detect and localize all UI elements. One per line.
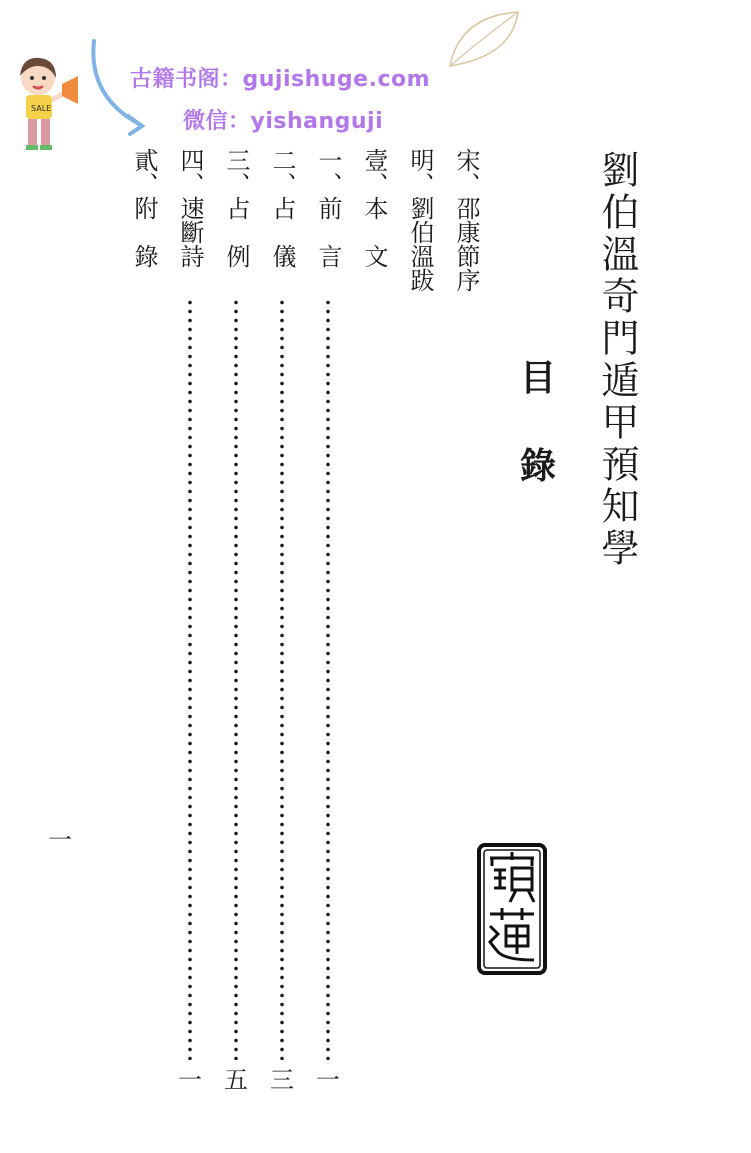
- contents-heading: [520, 357, 557, 487]
- toc-leader: [326, 298, 330, 1060]
- leaf-icon: [440, 6, 530, 76]
- seal-stamp: [476, 842, 548, 976]
- toc-leader: [188, 298, 192, 1060]
- page-folio: 一: [48, 826, 72, 854]
- heading-char-2: 錄: [520, 445, 557, 487]
- toc-entry: 一、前 言: [314, 148, 342, 268]
- book-title: 劉伯溫奇門遁甲預知學: [595, 150, 639, 570]
- toc-entry: 貳、附 錄: [130, 148, 158, 268]
- toc-entry: 二、占 儀: [268, 148, 296, 268]
- toc-leader: [280, 298, 284, 1060]
- toc-page-number: 一: [316, 1066, 340, 1094]
- mascot-shirt-text: SALE: [31, 104, 52, 113]
- toc-leader: [234, 298, 238, 1060]
- watermark-site: 古籍书阁：gujishuge.com: [130, 67, 431, 92]
- toc-page-number: 一: [178, 1066, 202, 1094]
- toc-entry: 壹、本 文: [360, 148, 388, 268]
- mascot-icon: [6, 48, 86, 158]
- toc-page-number: 三: [270, 1066, 294, 1094]
- toc-entry: 明、劉伯溫跋: [406, 148, 434, 292]
- toc-entry: 宋、邵康節序: [452, 148, 480, 292]
- heading-char-1: 目: [520, 357, 557, 399]
- toc-entry: 四、速斷詩: [176, 148, 204, 268]
- watermark-wechat: 微信：yishanguji: [183, 109, 384, 134]
- toc-entry: 三、占 例: [222, 148, 250, 268]
- toc-page-number: 五: [224, 1066, 248, 1094]
